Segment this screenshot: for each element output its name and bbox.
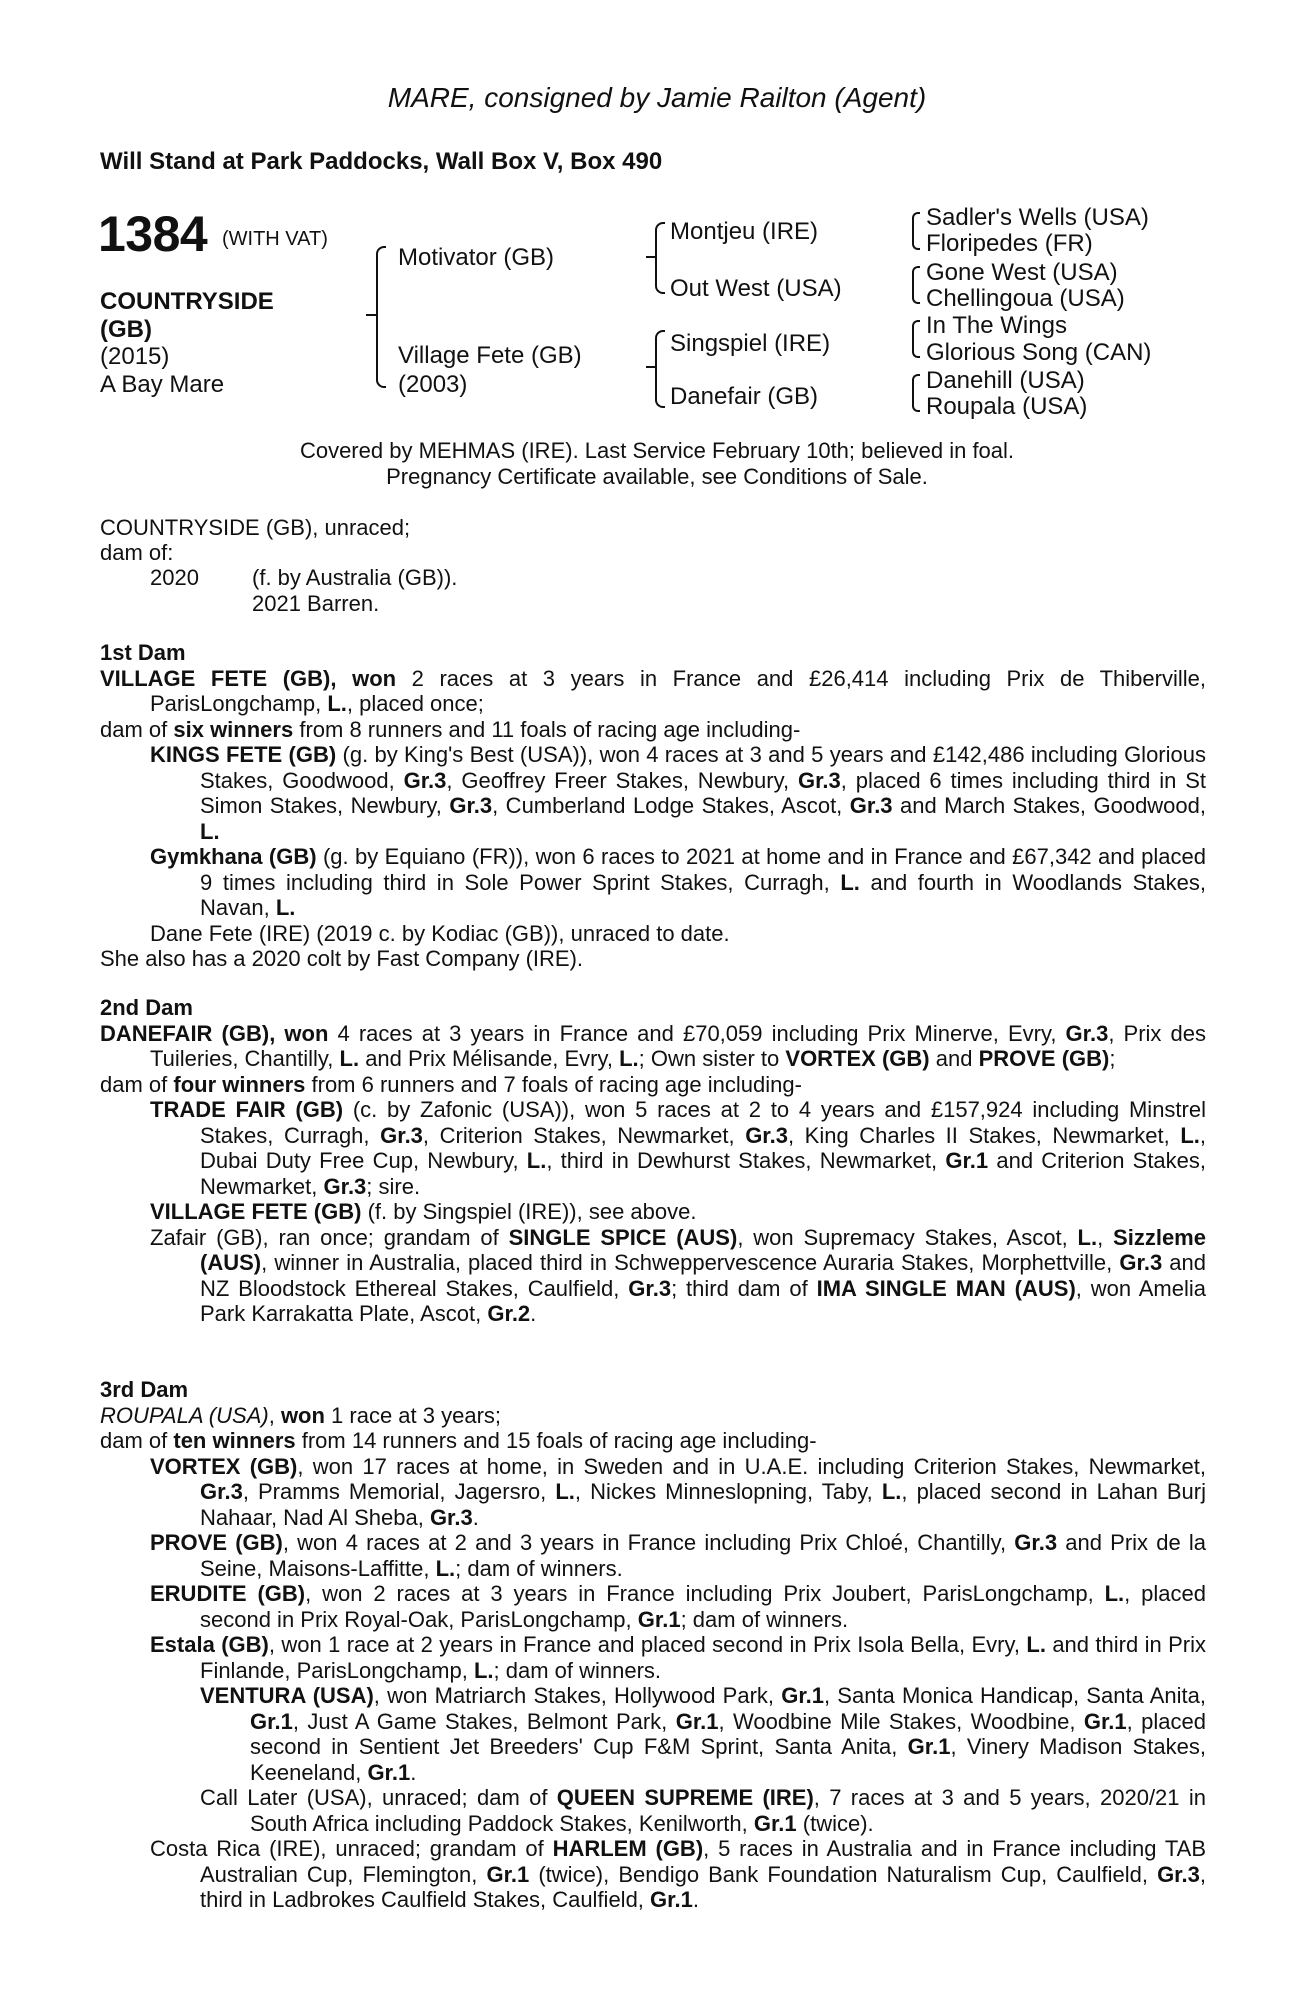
list-item: Costa Rica (IRE), unraced; grandam of HARLEM (GB), 5 races in Australia and in France including TAB Australian Cup, Flemington, Gr.1 (twice), Bendigo Bank Foundation Naturalism Cup, Caulfield, Gr.3, third in Ladbrokes Caulfield Stakes, Caulfield, Gr.1.	[150, 1836, 1206, 1912]
list-item: Dane Fete (IRE) (2019 c. by Kodiac (GB)), unraced to date.	[150, 920, 730, 946]
brace-tip-1	[366, 314, 376, 316]
pedigree-dam-sire: Singspiel (IRE)	[670, 330, 831, 357]
pedigree-dam: Village Fete (GB)	[398, 342, 582, 369]
pedigree-sire-sire: Montjeu (IRE)	[670, 218, 819, 245]
list-item: Gymkhana (GB) (g. by Equiano (FR)), won 6 races to 2021 at home and in France and £67,342 and placed 9 times including third in Sole Power Sprint Stakes, Curragh, L. and fourth in Woodlands Stakes, Navan, L.	[150, 844, 1206, 920]
third-dam-entry: ROUPALA (USA), won 1 race at 3 years;	[100, 1402, 502, 1428]
first-dam-produce-summary: dam of six winners from 8 runners and 11 foals of racing age including-	[100, 716, 801, 742]
horse-year: (2015)	[100, 343, 170, 370]
covering-line-1: Covered by MEHMAS (IRE). Last Service February 10th; believed in foal.	[299, 438, 1015, 463]
list-item: PROVE (GB), won 4 races at 2 and 3 years in France including Prix Chloé, Chantilly, Gr.3 and Prix de la Seine, Maisons-Laffitte, L.; dam of winners.	[150, 1530, 1206, 1581]
pedigree-ssd: Floripedes (FR)	[926, 230, 1093, 257]
brace-tip-sire	[646, 256, 656, 258]
pedigree-sss: Sadler's Wells (USA)	[926, 204, 1149, 231]
produce-2020-entry: (f. by Australia (GB)).	[252, 565, 458, 590]
produce-year-2020: 2020	[150, 565, 199, 590]
horse-description: A Bay Mare	[100, 371, 225, 398]
first-dam-heading: 1st Dam	[100, 640, 186, 665]
list-item: VORTEX (GB), won 17 races at home, in Sweden and in U.A.E. including Criterion Stakes, Newmarket, Gr.3, Pramms Memorial, Jagersro, L., Nickes Minneslopning, Taby, L., placed second in Lahan Burj Nahaar, Nad Al Sheba, Gr.3.	[150, 1453, 1207, 1530]
list-item: VENTURA (USA), won Matriarch Stakes, Hollywood Park, Gr.1, Santa Monica Handicap, Santa Anita, Gr.1, Just A Game Stakes, Belmont Park, Gr.1, Woodbine Mile Stakes, Woodbine, Gr.1, placed second in Sentient Jet Breeders' Cup F&M Sprint, Santa Anita, Gr.1, Vinery Madison Stakes, Keeneland, Gr.1.	[200, 1683, 1207, 1785]
pedigree-dss: In The Wings	[926, 312, 1067, 339]
list-item: KINGS FETE (GB) (g. by King's Best (USA)), won 4 races at 3 and 5 years and £142,486 including Glorious Stakes, Goodwood, Gr.3, Geoffrey Freer Stakes, Newbury, Gr.3, placed 6 times including third in St Simon Stakes, Newbury, Gr.3, Cumberland Lodge Stakes, Ascot, Gr.3 and March Stakes, Goodwood, L.	[150, 742, 1207, 844]
horse-name: COUNTRYSIDE	[100, 288, 274, 315]
first-dam-section	[100, 640, 1206, 972]
brace-tip-dam	[646, 366, 656, 368]
produce-2021-entry: 2021 Barren.	[252, 591, 380, 616]
list-item: Call Later (USA), unraced; dam of QUEEN SUPREME (IRE), 7 races at 3 and 5 years, 2020/21 in South Africa including Paddock Stakes, Kenilworth, Gr.1 (twice).	[200, 1785, 1206, 1836]
lot-number: 1384	[98, 206, 208, 262]
first-dam-entry: VILLAGE FETE (GB), won 2 races at 3 years in France and £26,414 including Prix de Thiberville, ParisLongchamp, L., placed once;	[100, 665, 1206, 716]
produce-intro: COUNTRYSIDE (GB), unraced;	[100, 515, 411, 540]
pedigree-sire: Motivator (GB)	[398, 244, 555, 271]
page-title: MARE, consigned by Jamie Railton (Agent)	[387, 82, 927, 113]
pedigree-ddd: Roupala (USA)	[926, 393, 1088, 420]
third-dam-heading: 3rd Dam	[100, 1377, 189, 1402]
pedigree-sds: Gone West (USA)	[926, 259, 1118, 286]
third-dam-section	[100, 1377, 1206, 1913]
third-dam-produce-summary: dam of ten winners from 14 runners and 15 foals of racing age including-	[100, 1428, 817, 1453]
list-item: ERUDITE (GB), won 2 races at 3 years in France including Prix Joubert, ParisLongchamp, L., placed second in Prix Royal-Oak, ParisLongchamp, Gr.1; dam of winners.	[150, 1581, 1206, 1632]
produce-dam-of: dam of:	[100, 540, 174, 565]
list-item: TRADE FAIR (GB) (c. by Zafonic (USA)), won 5 races at 2 to 4 years and £157,924 including Minstrel Stakes, Curragh, Gr.3, Criterion Stakes, Newmarket, Gr.3, King Charles II Stakes, Newmarket, L., Dubai Duty Free Cup, Newbury, L., third in Dewhurst Stakes, Newmarket, Gr.1 and Criterion Stakes, Newmarket, Gr.3; sire.	[150, 1097, 1207, 1199]
brace-ds	[912, 320, 920, 358]
covering-line-2: Pregnancy Certificate available, see Conditions of Sale.	[386, 464, 928, 489]
brace-generation-1	[376, 246, 386, 388]
first-dam-footnote: She also has a 2020 colt by Fast Company (IRE).	[100, 946, 584, 971]
second-dam-section	[100, 995, 1206, 1327]
list-item: VILLAGE FETE (GB) (f. by Singspiel (IRE)), see above.	[150, 1199, 697, 1224]
second-dam-entry: DANEFAIR (GB), won 4 races at 3 years in France and £70,059 including Prix Minerve, Evry, Gr.3, Prix des Tuileries, Chantilly, L. and Prix Mélisande, Evry, L.; Own sister to VORTEX (GB) and PROVE (GB);	[100, 1020, 1207, 1071]
brace-dam-line	[655, 330, 665, 408]
brace-sire-line	[655, 222, 665, 294]
pedigree-dds: Danehill (USA)	[926, 367, 1085, 394]
pedigree-dam-year: (2003)	[398, 371, 468, 398]
list-item: Zafair (GB), ran once; grandam of SINGLE SPICE (AUS), won Supremacy Stakes, Ascot, L., Sizzleme (AUS), winner in Australia, placed third in Schweppervescence Auraria Stakes, Morphettville, Gr.3 and NZ Bloodstock Ethereal Stakes, Caulfield, Gr.3; third dam of IMA SINGLE MAN (AUS), won Amelia Park Karrakatta Plate, Ascot, Gr.2.	[150, 1224, 1207, 1326]
brace-dd	[912, 374, 920, 412]
pedigree-sire-dam: Out West (USA)	[670, 275, 842, 302]
pedigree-dam-dam: Danefair (GB)	[670, 383, 819, 410]
second-dam-produce-summary: dam of four winners from 6 runners and 7 foals of racing age including-	[100, 1071, 802, 1097]
brace-sd	[912, 266, 920, 304]
second-dam-heading: 2nd Dam	[100, 995, 193, 1020]
pedigree-sdd: Chellingoua (USA)	[926, 285, 1125, 312]
dam-name: VILLAGE FETE (GB)	[100, 665, 331, 691]
pedigree-dsd: Glorious Song (CAN)	[926, 339, 1152, 366]
list-item: Estala (GB), won 1 race at 2 years in France and placed second in Prix Isola Bella, Evry, L. and third in Prix Finlande, ParisLongchamp, L.; dam of winners.	[150, 1632, 1206, 1683]
horse-country: (GB)	[100, 316, 152, 343]
stand-location: Will Stand at Park Paddocks, Wall Box V, Box 490	[100, 148, 663, 175]
brace-ss	[912, 212, 920, 250]
vat-note: (WITH VAT)	[222, 228, 328, 250]
